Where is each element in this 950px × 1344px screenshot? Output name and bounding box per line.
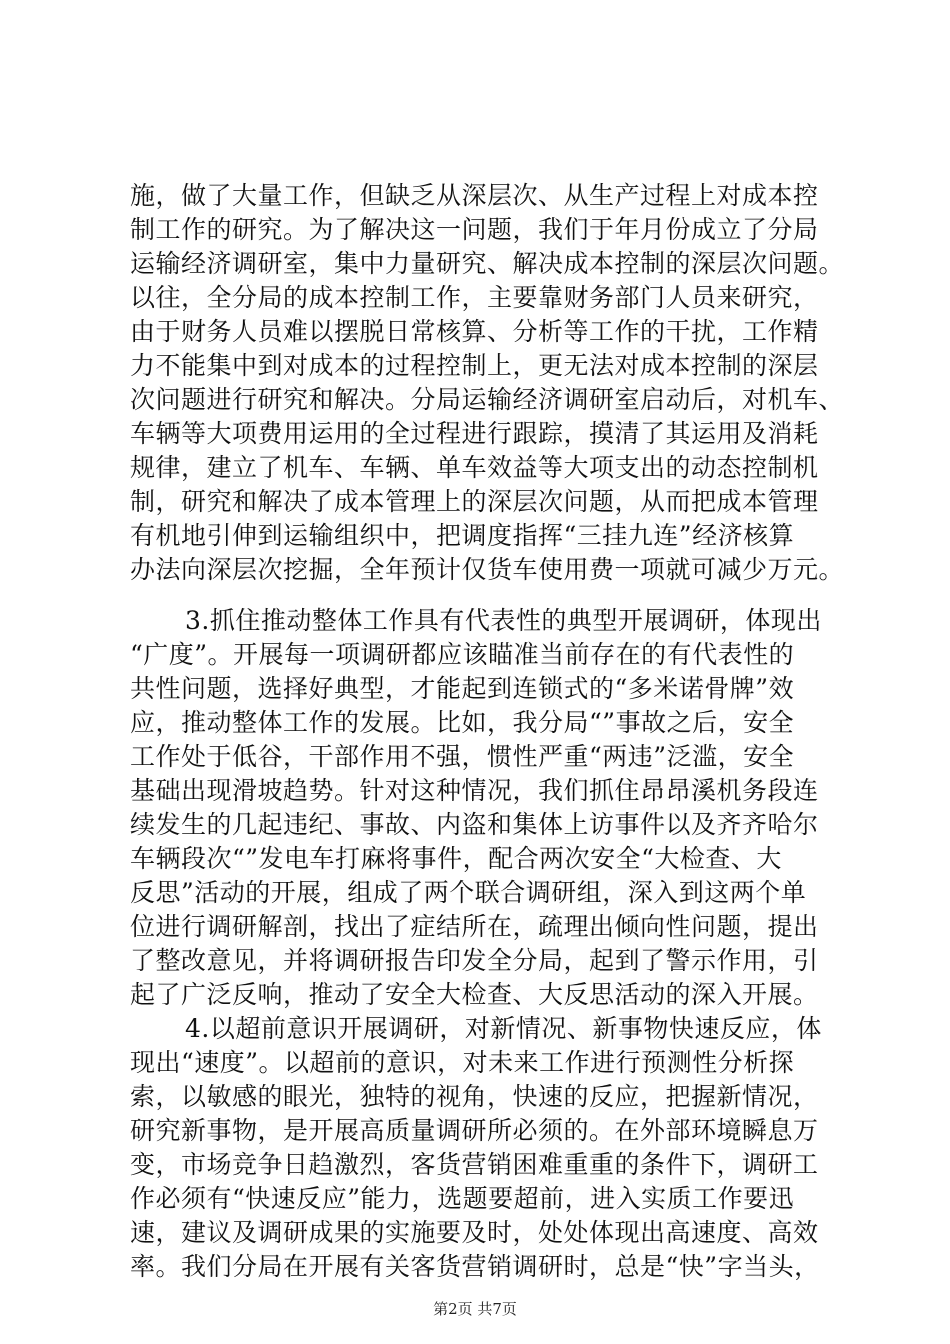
text-line: 反思”活动的开展，组成了两个联合调研组，深入到这两个单 xyxy=(130,878,807,907)
text-line: 工作处于低谷，干部作用不强，惯性严重“两违”泛滥，安全 xyxy=(130,742,795,771)
text-line: 共性问题，选择好典型，才能起到连锁式的“多米诺骨牌”效 xyxy=(130,674,795,703)
text-line: 4.以超前意识开展调研，对新情况、新事物快速反应，体 xyxy=(185,1014,822,1043)
text-line: 变，市场竞争日趋激烈，客货营销困难重重的条件下，调研工 xyxy=(130,1150,819,1179)
text-line: 施，做了大量工作，但缺乏从深层次、从生产过程上对成本控 xyxy=(130,181,819,210)
text-line: 现出“速度”。以超前的意识，对未来工作进行预测性分析探 xyxy=(130,1048,795,1077)
text-line: 办法向深层次挖掘，全年预计仅货车使用费一项就可减少万元。 xyxy=(130,555,845,584)
text-line: 由于财务人员难以摆脱日常核算、分析等工作的干扰，工作精 xyxy=(130,317,819,346)
text-line: 3.抓住推动整体工作具有代表性的典型开展调研，体现出 xyxy=(185,606,822,635)
text-line: 制，研究和解决了成本管理上的深层次问题，从而把成本管理 xyxy=(130,487,819,516)
text-line: 力不能集中到对成本的过程控制上，更无法对成本控制的深层 xyxy=(130,351,819,380)
text-line: 制工作的研究。为了解决这一问题，我们于年月份成立了分局 xyxy=(130,215,819,244)
page-number-footer: 第2页 共7页 xyxy=(433,1300,517,1318)
text-line: 以往，全分局的成本控制工作，主要靠财务部门人员来研究， xyxy=(130,283,819,312)
text-line: “广度”。开展每一项调研都应该瞄准当前存在的有代表性的 xyxy=(130,640,795,669)
text-line: 研究新事物，是开展高质量调研所必须的。在外部环境瞬息万 xyxy=(130,1116,819,1145)
text-line: 率。我们分局在开展有关客货营销调研时，总是“快”字当头， xyxy=(130,1252,820,1281)
text-line: 索，以敏感的眼光，独特的视角，快速的反应，把握新情况， xyxy=(130,1082,819,1111)
text-line: 有机地引伸到运输组织中，把调度指挥“三挂九连”经济核算 xyxy=(130,521,795,550)
text-line: 作必须有“快速反应”能力，选题要超前，进入实质工作要迅 xyxy=(130,1184,795,1213)
text-line: 起了广泛反响，推动了安全大检查、大反思活动的深入开展。 xyxy=(130,980,819,1009)
text-line: 规律，建立了机车、车辆、单车效益等大项支出的动态控制机 xyxy=(130,453,819,482)
text-line: 次问题进行研究和解决。分局运输经济调研室启动后，对机车、 xyxy=(130,385,845,414)
text-line: 车辆段次“”发电车打麻将事件，配合两次安全“大检查、大 xyxy=(130,844,782,873)
text-line: 续发生的几起违纪、事故、内盗和集体上访事件以及齐齐哈尔 xyxy=(130,810,819,839)
text-line: 位进行调研解剖，找出了症结所在，疏理出倾向性问题，提出 xyxy=(130,912,819,941)
text-line: 车辆等大项费用运用的全过程进行跟踪，摸清了其运用及消耗 xyxy=(130,419,819,448)
text-line: 应，推动整体工作的发展。比如，我分局“”事故之后，安全 xyxy=(130,708,795,737)
text-line: 运输经济调研室，集中力量研究、解决成本控制的深层次问题。 xyxy=(130,249,845,278)
text-line: 速，建议及调研成果的实施要及时，处处体现出高速度、高效 xyxy=(130,1218,819,1247)
text-line: 基础出现滑坡趋势。针对这种情况，我们抓住昂昂溪机务段连 xyxy=(130,776,819,805)
text-line: 了整改意见，并将调研报告印发全分局，起到了警示作用，引 xyxy=(130,946,819,975)
